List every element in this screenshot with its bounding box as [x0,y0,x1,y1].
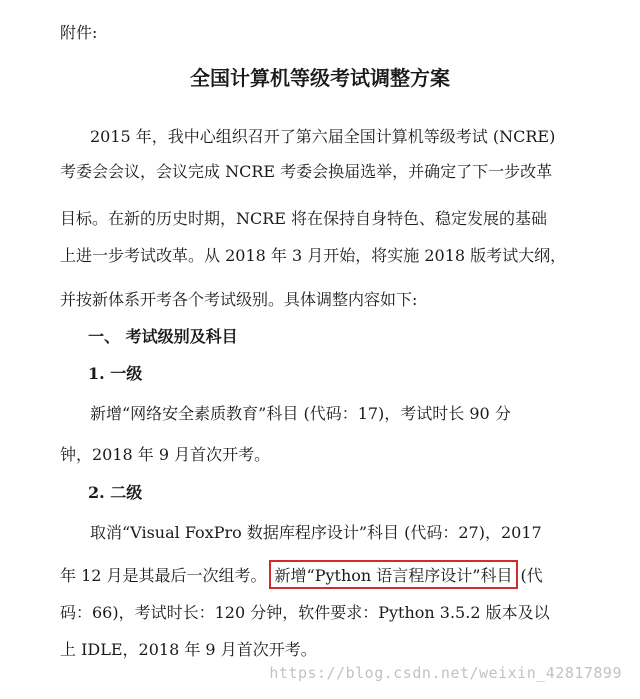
level-1-line-1: 新增“网络安全素质教育”科目 (代码：17)，考试时长 90 分 [90,404,511,423]
level-2-line-3: 码：66)，考试时长：120 分钟，软件要求：Python 3.5.2 版本及以 [60,603,550,622]
section-heading-levels: 一、 考试级别及科目 [88,327,238,346]
attachment-label: 附件: [60,23,98,42]
level-2-heading: 2. 二级 [88,483,143,502]
document-title: 全国计算机等级考试调整方案 [190,66,450,90]
intro-line-2: 考委会会议，会议完成 NCRE 考委会换届选举，并确定了下一步改革 [60,162,553,181]
level-2-line-2-before: 年 12 月是其最后一次组考。 [60,566,267,585]
level-2-line-1: 取消“Visual FoxPro 数据库程序设计”科目 (代码：27)，2017 [90,523,542,542]
watermark-url: https://blog.csdn.net/weixin_42817899 [269,664,622,682]
intro-line-3: 目标。在新的历史时期，NCRE 将在保持自身特色、稳定发展的基础 [60,209,548,228]
level-2-line-2-after: (代 [520,566,543,585]
highlighted-python-subject: 新增“Python 语言程序设计”科目 [269,560,519,589]
intro-line-1: 2015 年，我中心组织召开了第六届全国计算机等级考试 (NCRE) [90,127,556,146]
level-2-line-2 [60,560,543,589]
level-2-line-4: 上 IDLE，2018 年 9 月首次开考。 [60,640,317,659]
level-1-line-2: 钟，2018 年 9 月首次开考。 [60,445,271,464]
intro-line-5: 并按新体系开考各个考试级别。具体调整内容如下: [60,290,418,309]
intro-line-4: 上进一步考试改革。从 2018 年 3 月开始，将实施 2018 版考试大纲， [60,246,567,265]
level-1-heading: 1. 一级 [88,364,143,383]
